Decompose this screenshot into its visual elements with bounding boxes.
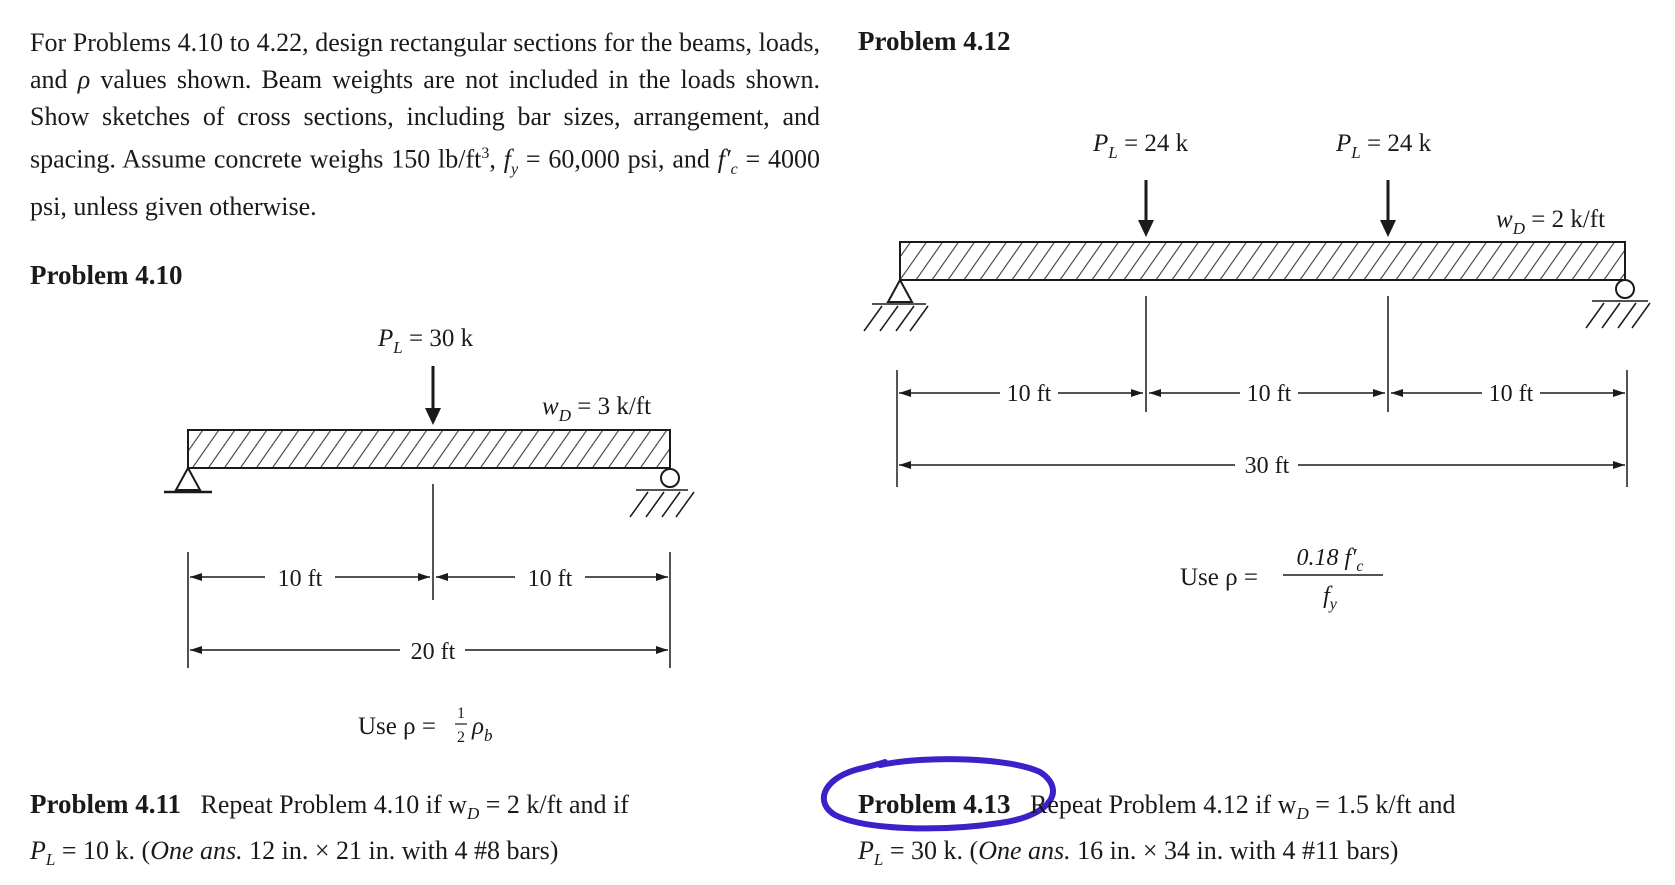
subscript: L: [45, 850, 56, 870]
p411-symbol: P: [30, 836, 46, 866]
p410-dim-2: 10 ft: [527, 566, 573, 592]
p413-text: = 1.5 k/ft and: [1308, 790, 1456, 819]
p412-dim-3: 10 ft: [1488, 381, 1534, 407]
p412-dim-1: 10 ft: [1006, 381, 1052, 407]
p411-text: 12 in. × 21 in. with 4 #8 bars): [242, 836, 559, 866]
subscript: D: [1296, 804, 1309, 824]
subscript: y: [510, 160, 519, 178]
p412-load2-label: $P_L = 24$ k: [1336, 130, 1432, 162]
p410-frac-den: 2: [457, 729, 465, 746]
p411-text: = 10 k. (: [55, 836, 151, 866]
p410-beam: [188, 430, 670, 468]
subscript: D: [466, 804, 480, 824]
problem-4-10-heading: Problem 4.10: [30, 260, 183, 290]
subscript: c: [730, 160, 738, 178]
p412-frac-den: $f_y$: [1323, 583, 1337, 613]
p411-italic: One ans.: [150, 836, 243, 866]
p413-text: 16 in. × 34 in. with 4 #11 bars): [1070, 836, 1399, 866]
p412-frac-num: 0.18 $f'_c$: [1296, 545, 1364, 575]
problem-4-13-paragraph: [858, 786, 1658, 878]
p413-italic: One ans.: [978, 836, 1071, 866]
p412-dim-2: 10 ft: [1246, 381, 1292, 407]
beam-4-12: [864, 130, 1650, 613]
intro-text: = 4000 psi, unless given otherwise.: [30, 144, 821, 221]
p413-text: = 30 k. (: [883, 836, 979, 866]
intro-text: ,: [489, 144, 504, 174]
p412-dim-total: 30 ft: [1244, 453, 1290, 479]
problem-4-11-paragraph: [30, 786, 790, 878]
problem-4-11-heading: Problem 4.11: [30, 789, 181, 819]
p412-pin-support: [888, 280, 912, 302]
problem-4-13-heading: Problem 4.13: [858, 789, 1011, 819]
p410-dim-total: 20 ft: [410, 639, 456, 665]
p410-arrowhead: [425, 408, 441, 425]
fy-symbol: f: [503, 144, 511, 174]
problem-4-12-heading: Problem 4.12: [858, 26, 1011, 56]
p413-text: Repeat Problem 4.12 if w: [1029, 790, 1297, 819]
superscript: 3: [481, 145, 490, 162]
intro-text: For Problems 4.10 to 4.22, design rectangular sections for the beams, loads, and: [30, 28, 820, 94]
p410-load-label: $P_L = 30$ k: [378, 325, 474, 357]
p410-dist-load-label: $w_D = 3$ k/ft: [542, 393, 652, 425]
p411-text: Repeat Problem 4.10 if w: [200, 790, 467, 819]
p413-symbol: P: [858, 836, 874, 866]
p410-frac-num: 1: [457, 705, 465, 722]
fc-symbol: f′: [717, 144, 731, 174]
p410-rho-b: $\rho_b$: [472, 713, 493, 745]
beam-4-10: [164, 325, 694, 746]
p410-pin-support: [176, 468, 200, 490]
subscript: L: [873, 850, 884, 870]
p411-text: = 2 k/ft and if: [479, 790, 629, 819]
p412-roller-support: [1616, 280, 1634, 298]
p410-use-rho: Use ρ =: [358, 713, 436, 740]
p412-beam: [900, 242, 1625, 280]
p412-load1-label: $P_L = 24$ k: [1093, 130, 1189, 162]
p412-dist-load-label: $w_D = 2$ k/ft: [1496, 206, 1606, 238]
p410-dim-1: 10 ft: [277, 566, 323, 592]
intro-text: values shown. Beam weights are not included in the loads shown. Show sketches of cross sections, including bar sizes, arrangement, and spacing. Assume concrete weighs 150 lb/ft: [30, 65, 820, 174]
p410-roller-support: [661, 469, 679, 487]
rho-symbol: ρ: [77, 65, 91, 94]
intro-text: = 60,000 psi, and: [518, 144, 718, 174]
p412-use-rho: Use ρ =: [1180, 564, 1258, 591]
